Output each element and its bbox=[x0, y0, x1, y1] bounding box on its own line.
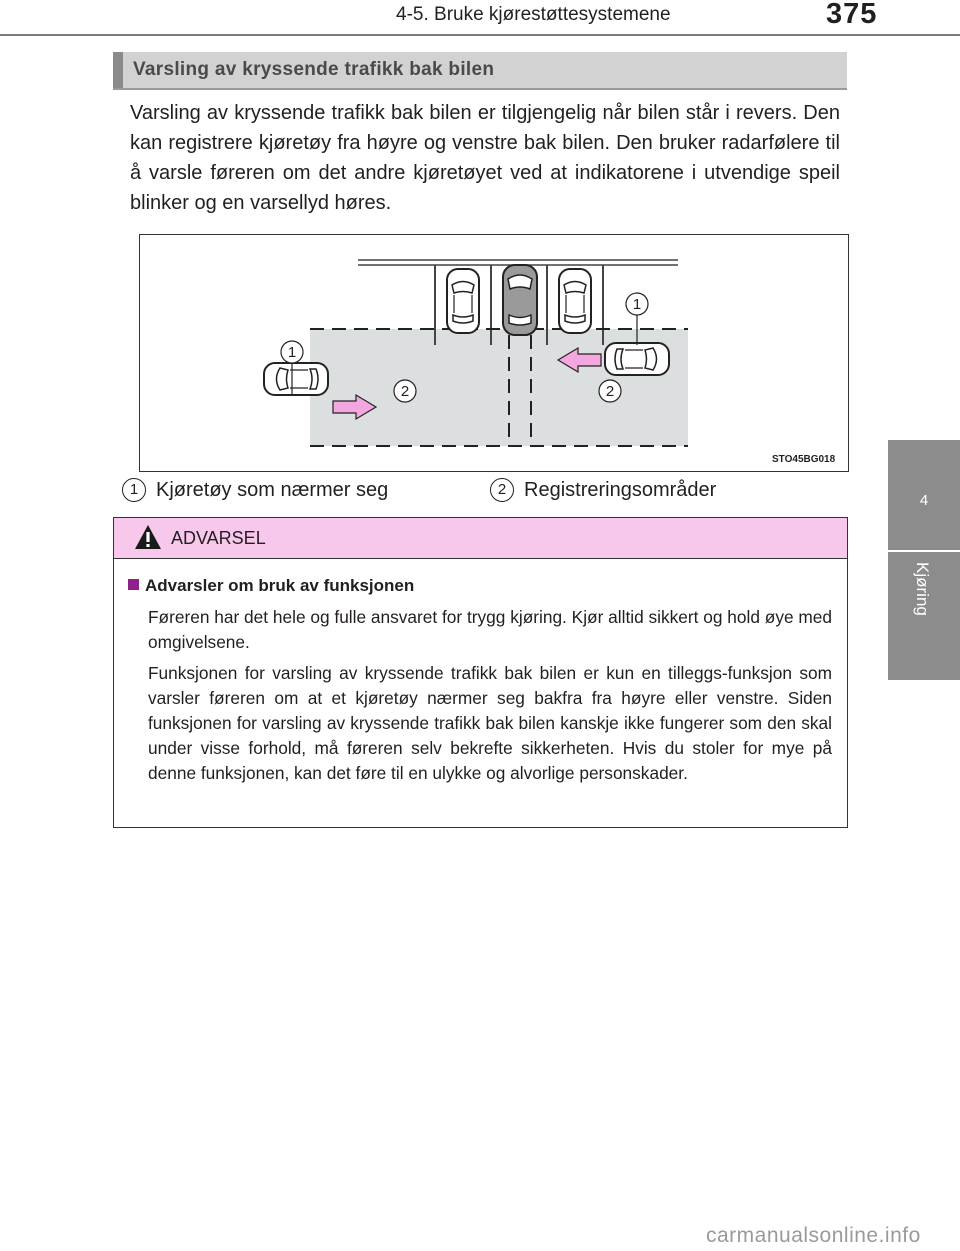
watermark: carmanualsonline.info bbox=[706, 1224, 921, 1247]
callout-2-right: 2 bbox=[605, 383, 615, 400]
bullet-square-icon bbox=[128, 579, 139, 590]
chapter-number: 4 bbox=[919, 492, 929, 509]
section-heading bbox=[113, 52, 847, 90]
section-heading-text: Varsling av kryssende trafikk bak bilen bbox=[133, 59, 495, 80]
rear-cross-traffic-diagram bbox=[139, 234, 849, 472]
legend-number: 1 bbox=[122, 478, 146, 502]
heading-accent-bar bbox=[113, 52, 123, 88]
warning-paragraph: Funksjonen for varsling av kryssende trafikk bak bilen er kun en tilleggs-funksjon som varsler føreren om at et kjøretøy nærmer seg bakfra fra høyre eller venstre. Siden funksjonen for varsling av kryssende trafikk bak bilen kanskje ikke fungerer som den skal under visse forhold, må føreren selv bekrefte sikkerheten. Hvis du stoler for mye på denne funksjonen, kan det føre til en ulykke og alvorlige personskader. bbox=[148, 663, 832, 783]
chapter-label-tab bbox=[888, 552, 960, 680]
legend-number: 2 bbox=[490, 478, 514, 502]
warning-box bbox=[113, 517, 848, 828]
header-divider bbox=[0, 34, 960, 36]
diagram-illustration bbox=[140, 235, 848, 471]
approaching-vehicle-left bbox=[264, 363, 328, 395]
legend-label: Kjøretøy som nærmer seg bbox=[156, 479, 389, 501]
own-vehicle-reversing bbox=[503, 265, 537, 335]
warning-subheading-text: Advarsler om bruk av funksjonen bbox=[145, 576, 415, 595]
approaching-vehicle-right bbox=[605, 343, 669, 375]
callout-1-left: 1 bbox=[287, 344, 297, 361]
parked-car bbox=[447, 269, 479, 333]
figure-code: STO45BG018 bbox=[772, 454, 836, 465]
parked-car bbox=[559, 269, 591, 333]
warning-title: ADVARSEL bbox=[171, 528, 266, 548]
legend-label: Registreringsområder bbox=[524, 479, 717, 501]
chapter-label: Kjøring bbox=[913, 562, 932, 616]
section-title: 4-5. Bruke kjørestøttesystemene bbox=[396, 4, 671, 25]
callout-1-right: 1 bbox=[632, 296, 642, 313]
page-number: 375 bbox=[826, 0, 878, 30]
callout-2-left: 2 bbox=[400, 383, 410, 400]
warning-subheading bbox=[128, 576, 414, 596]
chapter-number-tab bbox=[888, 440, 960, 550]
warning-triangle-icon bbox=[134, 524, 162, 550]
section-body-text: Varsling av kryssende trafikk bak bilen er tilgjengelig når bilen står i revers. Den kan registrere kjøretøy fra høyre og venstre bak bilen. Den bruker radarfølere til å varsle føreren om det andre kjøretøyet ved at indikatorene i utvendige speil blinker og en varsellyd høres. bbox=[130, 102, 840, 214]
warning-paragraph: Føreren har det hele og fulle ansvaret for trygg kjøring. Kjør alltid sikkert og hold øye med omgivelsene. bbox=[148, 607, 832, 652]
warning-header bbox=[114, 518, 847, 559]
